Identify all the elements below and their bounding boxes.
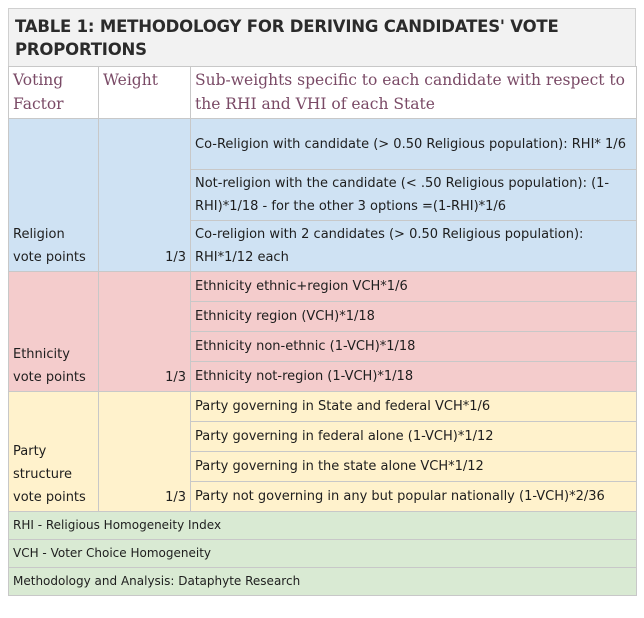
religion-subweight-2: Not-religion with the candidate (< .50 Religious population): (1-RHI)*1/18 - for the other 3 options =(1-RHI)*1/6 xyxy=(191,170,637,221)
religion-factor-cell: Religion vote points xyxy=(9,119,99,272)
note-row xyxy=(9,568,637,596)
ethnicity-factor-cell: Ethnicity vote points xyxy=(9,272,99,392)
note-source: Methodology and Analysis: Dataphyte Research xyxy=(9,568,637,596)
table-title: TABLE 1: METHODOLOGY FOR DERIVING CANDIDATES' VOTE PROPORTIONS xyxy=(8,8,636,66)
ethnicity-subweight-4: Ethnicity not-region (1-VCH)*1/18 xyxy=(191,362,637,392)
party-subweight-3: Party governing in the state alone VCH*1/12 xyxy=(191,452,637,482)
ethnicity-subweight-2: Ethnicity region (VCH)*1/18 xyxy=(191,302,637,332)
party-subweight-1: Party governing in State and federal VCH*1/6 xyxy=(191,392,637,422)
note-row xyxy=(9,512,637,540)
ethnicity-subweight-1: Ethnicity ethnic+region VCH*1/6 xyxy=(191,272,637,302)
methodology-table-container xyxy=(8,8,636,596)
religion-weight-cell: 1/3 xyxy=(99,119,191,272)
religion-subweight-3: Co-religion with 2 candidates (> 0.50 Religious population): RHI*1/12 each xyxy=(191,221,637,272)
note-vch: VCH - Voter Choice Homogeneity xyxy=(9,540,637,568)
header-voting-factor: Voting Factor xyxy=(9,67,99,119)
header-subweights: Sub-weights specific to each candidate with respect to the RHI and VHI of each State xyxy=(191,67,637,119)
religion-row xyxy=(9,119,637,170)
religion-subweight-1: Co-Religion with candidate (> 0.50 Religious population): RHI* 1/6 xyxy=(191,119,637,170)
note-rhi: RHI - Religious Homogeneity Index xyxy=(9,512,637,540)
ethnicity-subweight-3: Ethnicity non-ethnic (1-VCH)*1/18 xyxy=(191,332,637,362)
party-row xyxy=(9,392,637,422)
ethnicity-row xyxy=(9,272,637,302)
ethnicity-weight-cell: 1/3 xyxy=(99,272,191,392)
header-weight: Weight xyxy=(99,67,191,119)
methodology-table xyxy=(8,66,637,596)
party-subweight-2: Party governing in federal alone (1-VCH)*1/12 xyxy=(191,422,637,452)
note-row xyxy=(9,540,637,568)
party-weight-cell: 1/3 xyxy=(99,392,191,512)
header-row xyxy=(9,67,637,119)
party-subweight-4: Party not governing in any but popular nationally (1-VCH)*2/36 xyxy=(191,482,637,512)
party-factor-cell: Party structure vote points xyxy=(9,392,99,512)
